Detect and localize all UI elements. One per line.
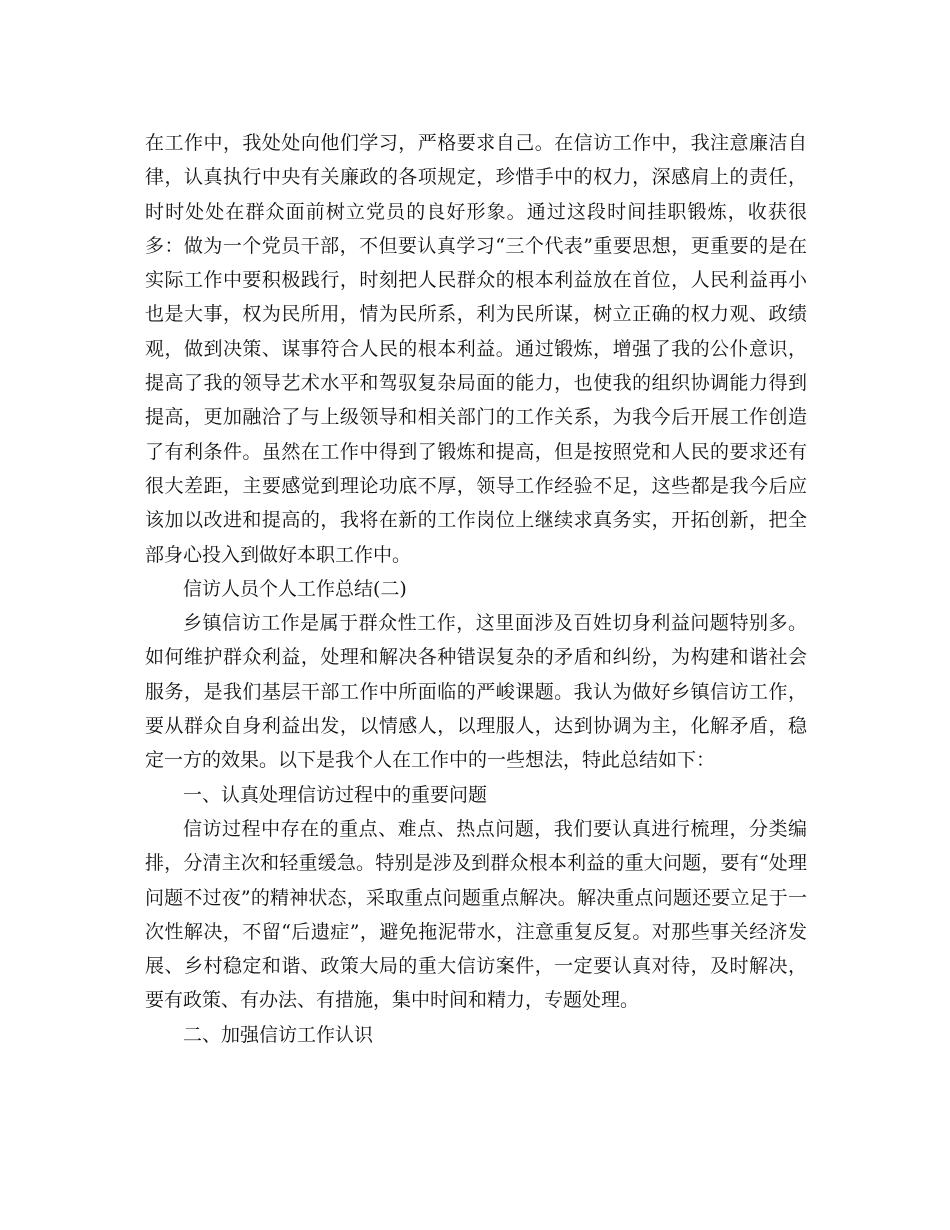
heading-strengthen-understanding: 二、加强信访工作认识 [183, 1023, 374, 1046]
section-title-summary-two: 信访人员个人工作总结(二) [183, 577, 407, 600]
paragraph-important-issues: 信访过程中存在的重点、难点、热点问题，我们要认真进行梳理，分类编排，分清主次和轻重缓急。特别是涉及到群众根本利益的重大问题，要有“处理问题不过夜”的精神状态，采取重点问题重点解决。解决重点问题还要立足于一次性解决，不留“后遗症”，避免拖泥带水，注意重复反复。对那些事关经济发展、乡村稳定和谐、政策大局的重大信访案件，一定要认真对待，及时解决，要有政策、有办法、有措施，集中时间和精力，专题处理。 [145, 817, 807, 1012]
heading-important-issues: 一、认真处理信访过程中的重要问题 [183, 783, 488, 806]
paragraph-introduction: 乡镇信访工作是属于群众性工作，这里面涉及百姓切身利益问题特别多。如何维护群众利益，处理和解决各种错误复杂的矛盾和纠纷，为构建和谐社会服务，是我们基层干部工作中所面临的严峻课题。我认为做好乡镇信访工作，要从群众自身利益出发，以情感人，以理服人，达到协调为主，化解矛盾，稳定一方的效果。以下是我个人在工作中的一些想法，特此总结如下： [145, 612, 807, 772]
paragraph-work-summary-part1: 在工作中，我处处向他们学习，严格要求自己。在信访工作中，我注意廉洁自律，认真执行中央有关廉政的各项规定，珍惜手中的权力，深感肩上的责任，时时处处在群众面前树立党员的良好形象。通过这段时间挂职锻炼，收获很多：做为一个党员干部，不但要认真学习“三个代表”重要思想，更重要的是在实际工作中要积极践行，时刻把人民群众的根本利益放在首位，人民利益再小也是大事，权为民所用，情为民所系，利为民所谋，树立正确的权力观、政绩观，做到决策、谋事符合人民的根本利益。通过锻炼，增强了我的公仆意识，提高了我的领导艺术水平和驾驭复杂局面的能力，也使我的组织协调能力得到提高，更加融洽了与上级领导和相关部门的工作关系，为我今后开展工作创造了有利条件。虽然在工作中得到了锻炼和提高，但是按照党和人民的要求还有很大差距，主要感觉到理论功底不厚，领导工作经验不足，这些都是我今后应该加以改进和提高的，我将在新的工作岗位上继续求真务实，开拓创新，把全部身心投入到做好本职工作中。 [145, 132, 807, 566]
document-body [145, 126, 807, 1052]
